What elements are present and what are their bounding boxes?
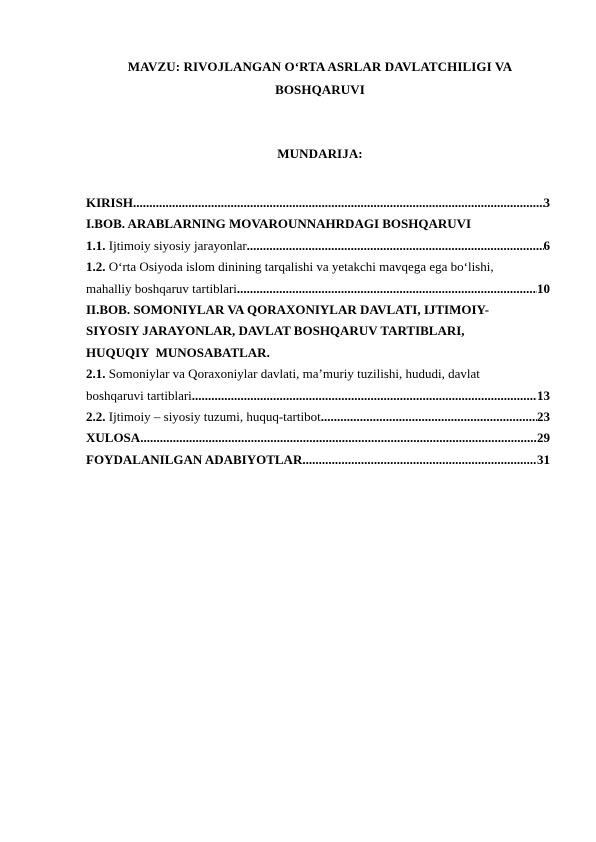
toc-chapter-2-line3: [86, 342, 550, 363]
table-of-contents: [86, 192, 550, 470]
toc-section-number: 1.1.: [86, 237, 106, 253]
toc-section-number: 2.1.: [86, 366, 106, 382]
toc-entry-2-1-line1: [86, 363, 550, 384]
toc-entry-2-1-line2: [86, 385, 550, 406]
dot-leader: [192, 385, 537, 406]
toc-label: Somoniylar va Qoraxoniylar davlati, ma’muriy tuzilishi, hududi, davlat: [108, 366, 480, 382]
dot-leader: [140, 427, 537, 448]
toc-entry-xulosa: [86, 427, 550, 448]
toc-section-number: 1.2.: [86, 259, 106, 275]
toc-page-number: 6: [543, 237, 550, 253]
toc-page-number: 23: [537, 408, 550, 424]
dot-leader: [237, 278, 537, 299]
toc-chapter-1: [86, 213, 550, 234]
toc-label: HUQUQIY MUNOSABATLAR.: [86, 344, 270, 360]
toc-chapter-2-line2: [86, 320, 550, 341]
toc-entry-1-2-line1: [86, 256, 550, 277]
dot-leader: [302, 449, 537, 470]
toc-label: SIYOSIY JARAYONLAR, DAVLAT BOSHQARUV TARTIBLARI,: [86, 323, 465, 339]
toc-label: Ijtimoiy – siyosiy tuzumi, huquq-tartibot: [108, 408, 321, 424]
toc-label: KIRISH: [86, 195, 133, 210]
document-title-line1: MAVZU: RIVOJLANGAN O‘RTA ASRLAR DAVLATCHILIGI VA: [127, 59, 513, 74]
toc-entry-1-2-line2: [86, 278, 550, 299]
toc-label: mahalliy boshqaruv tartiblari: [86, 280, 237, 296]
toc-page-number: 3: [543, 195, 550, 210]
toc-entry-2-2: [86, 406, 550, 427]
toc-label: Ijtimoiy siyosiy jarayonlar: [108, 237, 247, 253]
toc-label: boshqaruvi tartiblari: [86, 387, 192, 403]
toc-page-number: 13: [537, 387, 550, 403]
dot-leader: [321, 406, 537, 427]
dot-leader: [247, 235, 544, 256]
toc-page-number: 31: [537, 451, 550, 467]
toc-entry-adabiyotlar: [86, 449, 550, 470]
toc-label: II.BOB. SOMONIYLAR VA QORAXONIYLAR DAVLATI, IJTIMOIY-: [86, 301, 490, 317]
dot-leader: [133, 192, 544, 213]
document-title-line2: BOSHQARUVI: [275, 82, 365, 97]
toc-section-number: 2.2.: [86, 408, 106, 424]
toc-page-number: 29: [537, 430, 550, 446]
toc-chapter-2-line1: [86, 299, 550, 320]
toc-label: FOYDALANILGAN ADABIYOTLAR: [86, 451, 303, 467]
contents-heading: MUNDARIJA:: [277, 146, 363, 161]
toc-label: I.BOB. ARABLARNING MOVAROUNNAHRDAGI BOSHQARUVI: [86, 216, 472, 232]
toc-label: O‘rta Osiyoda islom dinining tarqalishi va yetakchi mavqega ega bo‘lishi,: [108, 259, 494, 275]
toc-entry-kirish: [86, 192, 550, 213]
toc-label: XULOSA: [86, 430, 141, 446]
toc-page-number: 10: [537, 280, 550, 296]
toc-entry-1-1: [86, 235, 550, 256]
